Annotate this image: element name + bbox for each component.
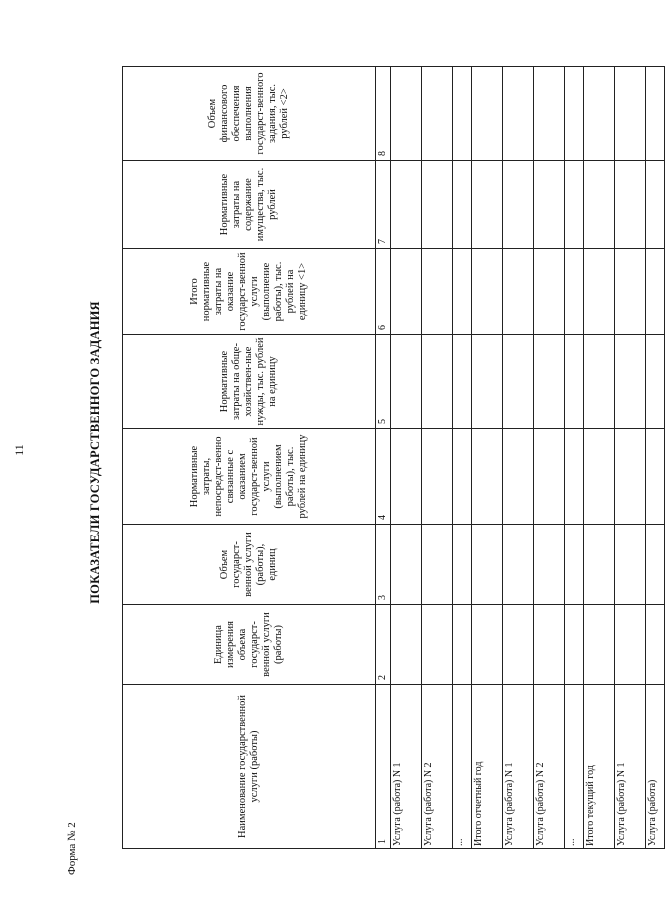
- table-cell: [453, 429, 472, 525]
- table-cell: [646, 605, 665, 685]
- table-cell: [472, 605, 503, 685]
- table-cell: [565, 429, 584, 525]
- table-cell: [503, 525, 534, 605]
- table-cell: [503, 161, 534, 249]
- table-cell: [391, 525, 422, 605]
- header-financing-volume: Объем финансового обеспечения выполнения государст-венного задания, тыс. рублей <2>: [123, 67, 376, 161]
- table-cell: [534, 605, 565, 685]
- table-cell: [391, 605, 422, 685]
- column-number: 3: [376, 525, 391, 605]
- column-number: 2: [376, 605, 391, 685]
- table-cell: [453, 67, 472, 161]
- table-row: [534, 67, 565, 849]
- table-cell: [472, 67, 503, 161]
- form-label: Форма № 2: [66, 822, 78, 875]
- row-label: ...: [565, 685, 584, 849]
- table-cell: [422, 249, 453, 335]
- table-row: [422, 67, 453, 849]
- table-cell: [584, 525, 615, 605]
- table-cell: [422, 67, 453, 161]
- table-cell: [391, 429, 422, 525]
- table-row: [472, 67, 503, 849]
- table-cell: [565, 249, 584, 335]
- column-number: 6: [376, 249, 391, 335]
- header-unit: Единица измерения объема государст-венной услуги (работы): [123, 605, 376, 685]
- table-cell: [534, 525, 565, 605]
- table-cell: [453, 525, 472, 605]
- table-cell: [615, 161, 646, 249]
- column-number-row: [376, 67, 391, 849]
- table-cell: [646, 429, 665, 525]
- table-cell: [503, 67, 534, 161]
- table-cell: [422, 429, 453, 525]
- table-row: [615, 67, 646, 849]
- row-label: Услуга (работа): [646, 685, 665, 849]
- column-number: 4: [376, 429, 391, 525]
- table-cell: [584, 605, 615, 685]
- table-cell: [534, 161, 565, 249]
- table-cell: [503, 605, 534, 685]
- table-cell: [646, 67, 665, 161]
- row-label: Итого текущий год: [584, 685, 615, 849]
- table-cell: [453, 249, 472, 335]
- table-cell: [584, 335, 615, 429]
- table-cell: [391, 335, 422, 429]
- table-cell: [565, 525, 584, 605]
- table-cell: [584, 249, 615, 335]
- page-title: ПОКАЗАТЕЛИ ГОСУДАРСТВЕННОГО ЗАДАНИЯ: [88, 301, 102, 604]
- table-cell: [615, 525, 646, 605]
- table-cell: [391, 161, 422, 249]
- row-label: Услуга (работа) N 2: [534, 685, 565, 849]
- table-cell: [472, 429, 503, 525]
- table-cell: [472, 249, 503, 335]
- table-cell: [646, 161, 665, 249]
- table-cell: [453, 161, 472, 249]
- header-direct-costs: Нормативные затраты, непосредст-венно связанные с оказанием государст-венной услуги (выполнением работы), тыс. рублей на единицу: [123, 429, 376, 525]
- table-cell: [422, 605, 453, 685]
- header-total-costs: Итого нормативные затраты на оказание государст-венной услуги (выполнение работы), тыс. рублей на единицу <1>: [123, 249, 376, 335]
- column-number: 5: [376, 335, 391, 429]
- table-cell: [503, 249, 534, 335]
- row-label: ...: [453, 685, 472, 849]
- table-cell: [565, 67, 584, 161]
- table-cell: [503, 335, 534, 429]
- table-cell: [584, 429, 615, 525]
- table-cell: [422, 335, 453, 429]
- row-label: Итого отчетный год: [472, 685, 503, 849]
- header-service-name: Наименование государственной услуги (работы): [123, 685, 376, 849]
- table-cell: [615, 249, 646, 335]
- column-number: 7: [376, 161, 391, 249]
- table-cell: [615, 429, 646, 525]
- table-cell: [391, 67, 422, 161]
- table-cell: [453, 335, 472, 429]
- table-cell: [565, 605, 584, 685]
- table-cell: [646, 525, 665, 605]
- table-cell: [646, 249, 665, 335]
- table-cell: [584, 67, 615, 161]
- table-cell: [422, 161, 453, 249]
- table-cell: [534, 249, 565, 335]
- header-property-costs: Нормативные затраты на содержание имущества, тыс. рублей: [123, 161, 376, 249]
- table-row: [565, 67, 584, 849]
- table-cell: [615, 335, 646, 429]
- table-cell: [584, 161, 615, 249]
- table-cell: [534, 67, 565, 161]
- table-cell: [453, 605, 472, 685]
- row-label: Услуга (работа) N 1: [615, 685, 646, 849]
- header-general-costs: Нормативные затраты на обще-хозяйствен-ные нужды, тыс. рублей на единицу: [123, 335, 376, 429]
- table-cell: [472, 161, 503, 249]
- table-cell: [565, 335, 584, 429]
- column-number: 1: [376, 685, 391, 849]
- table-cell: [615, 605, 646, 685]
- header-row: [123, 67, 376, 849]
- table-row: [503, 67, 534, 849]
- table-row: [391, 67, 422, 849]
- table-row: [646, 67, 665, 849]
- column-number: 8: [376, 67, 391, 161]
- row-label: Услуга (работа) N 1: [503, 685, 534, 849]
- header-volume: Объем государст-венной услуги (работы), единиц: [123, 525, 376, 605]
- row-label: Услуга (работа) N 2: [422, 685, 453, 849]
- page-number: 11: [12, 444, 26, 456]
- table-cell: [534, 335, 565, 429]
- table-cell: [534, 429, 565, 525]
- row-label: Услуга (работа) N 1: [391, 685, 422, 849]
- indicators-table: [122, 66, 665, 849]
- table-row: [584, 67, 615, 849]
- table-cell: [503, 429, 534, 525]
- table-row: [453, 67, 472, 849]
- table-cell: [391, 249, 422, 335]
- table-cell: [565, 161, 584, 249]
- table-cell: [472, 335, 503, 429]
- table-cell: [615, 67, 646, 161]
- table-cell: [646, 335, 665, 429]
- table-cell: [422, 525, 453, 605]
- table-cell: [472, 525, 503, 605]
